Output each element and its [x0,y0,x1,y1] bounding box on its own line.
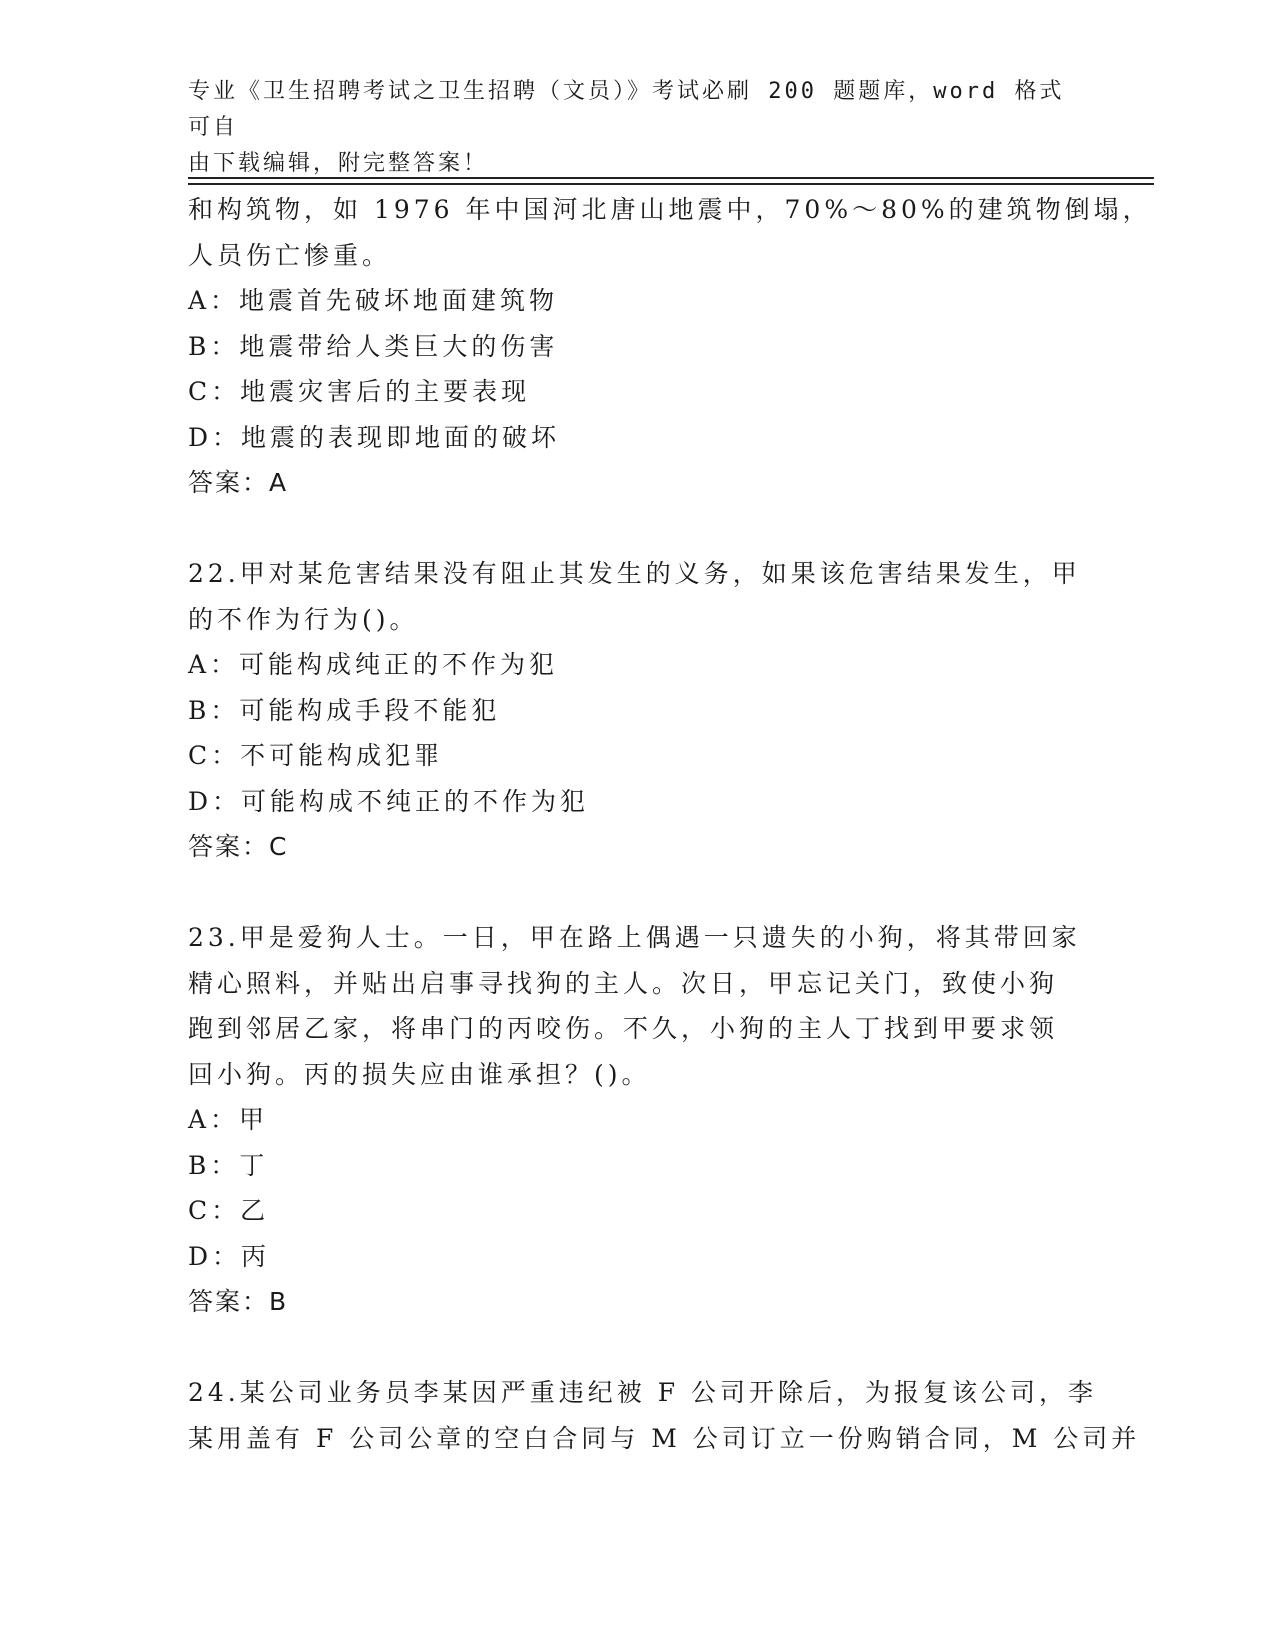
question-stem-line: 人员伤亡惨重。 [188,240,392,270]
question-stem-line: 跑到邻居乙家，将串门的丙咬伤。不久，小狗的主人丁找到甲要求领 [188,1014,1059,1043]
option-c: C：不可能构成犯罪 [188,741,444,770]
question-22 [188,551,1088,870]
option-a: A：甲 [188,1105,269,1134]
option-c: C：乙 [188,1196,270,1225]
question-spacer [188,1325,1088,1371]
question-21 [188,187,1152,506]
question-stem-line: 的不作为行为()。 [188,604,419,634]
question-stem-line: 某用盖有 F 公司公章的空白合同与 M 公司订立一份购销合同，M 公司并 [188,1423,1141,1453]
option-b: B：丁 [188,1150,269,1180]
answer-line: 答案：A [188,468,289,497]
answer-line: 答案：B [188,1287,289,1316]
document-body [188,187,1152,1461]
option-d: D：地震的表现即地面的破坏 [188,422,561,452]
question-24 [188,1370,1141,1461]
option-c: C：地震灾害后的主要表现 [188,377,531,406]
option-a: A：可能构成纯正的不作为犯 [188,650,559,679]
question-23 [188,915,1088,1325]
question-stem-line: 回小狗。丙的损失应由谁承担？()。 [188,1059,651,1089]
option-b: B：可能构成手段不能犯 [188,695,501,725]
option-d: D：丙 [188,1241,271,1271]
header-divider-bottom [188,183,1154,185]
question-spacer [188,506,1088,552]
header-line-2: 由下载编辑，附完整答案！ [188,151,489,176]
answer-line: 答案：C [188,832,289,861]
option-d: D：可能构成不纯正的不作为犯 [188,786,590,816]
question-spacer [188,870,1088,916]
question-stem-line: 24.某公司业务员李某因严重违纪被 F 公司开除后，为报复该公司，李 [188,1378,1098,1407]
header-divider-top [188,177,1154,179]
question-stem-line: 22.甲对某危害结果没有阻止其发生的义务，如果该危害结果发生，甲 [188,559,1081,588]
option-a: A：地震首先破坏地面建筑物 [188,286,559,315]
question-stem-line: 和构筑物，如 1976 年中国河北唐山地震中，70%～80%的建筑物倒塌， [188,195,1152,224]
question-stem-line: 23.甲是爱狗人士。一日，甲在路上偶遇一只遗失的小狗，将其带回家 [188,923,1081,952]
document-header [188,74,1068,182]
question-stem-line: 精心照料，并贴出启事寻找狗的主人。次日，甲忘记关门，致使小狗 [188,968,1059,998]
header-line-1: 专业《卫生招聘考试之卫生招聘（文员）》考试必刷 200 题题库，word 格式可自 [188,79,1065,140]
option-b: B：地震带给人类巨大的伤害 [188,331,559,361]
